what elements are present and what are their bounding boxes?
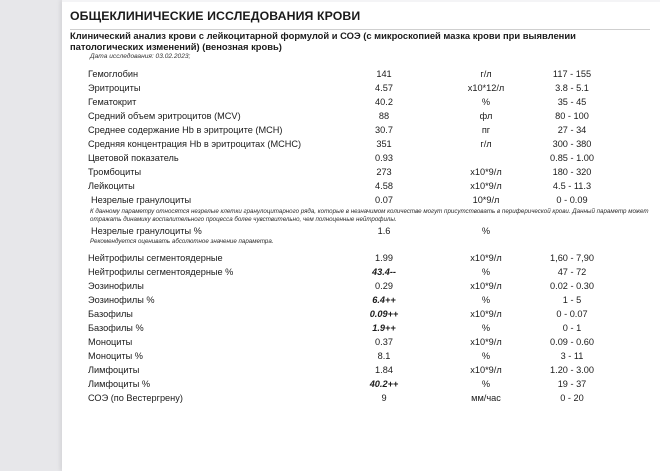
param-reference: 4.5 - 11.3 — [552, 181, 592, 191]
param-unit: % — [481, 267, 491, 277]
param-reference: 1.20 - 3.00 — [550, 365, 594, 375]
result-row — [62, 349, 660, 363]
param-name: Незрелые гранулоциты % — [91, 226, 202, 236]
result-row — [62, 335, 660, 349]
param-value: 88 — [378, 111, 390, 121]
param-name: Лейкоциты — [88, 181, 135, 191]
param-reference: 180 - 320 — [552, 167, 592, 177]
param-reference: 19 - 37 — [557, 379, 587, 389]
param-reference: 3.8 - 5.1 — [555, 83, 589, 93]
param-reference: 300 - 380 — [552, 139, 592, 149]
param-unit: x10*9/л — [470, 181, 502, 191]
param-unit: x10*9/л — [470, 309, 502, 319]
param-value: 40.2 — [375, 97, 393, 107]
param-value: 1.6 — [377, 226, 391, 236]
param-reference: 1,60 - 7,90 — [550, 253, 594, 263]
param-value-flagged: 40.2++ — [369, 379, 399, 389]
param-value: 4.58 — [375, 181, 393, 191]
param-value-flagged: 0.09++ — [369, 309, 399, 319]
study-date: Дата исследования: 03.02.2023; — [90, 53, 191, 60]
report-page — [62, 0, 660, 471]
param-value: 351 — [376, 139, 392, 149]
param-name: Нейтрофилы сегментоядерные — [88, 253, 223, 263]
param-unit: % — [481, 295, 491, 305]
param-value: 4.57 — [375, 83, 393, 93]
param-name: Средний объем эритроцитов (MCV) — [88, 111, 241, 121]
param-name: Базофилы — [88, 309, 133, 319]
param-unit: x10*9/л — [470, 337, 502, 347]
result-row — [62, 165, 660, 179]
result-row — [62, 307, 660, 321]
param-unit: % — [481, 351, 491, 361]
param-unit: % — [481, 379, 491, 389]
param-reference: 0.85 - 1.00 — [550, 153, 594, 163]
section-title: ОБЩЕКЛИНИЧЕСКИЕ ИССЛЕДОВАНИЯ КРОВИ — [70, 9, 650, 30]
param-name: Нейтрофилы сегментоядерные % — [88, 267, 234, 277]
param-unit: % — [481, 323, 491, 333]
param-name: Лимфоциты — [88, 365, 140, 375]
param-name: Цветовой показатель — [88, 153, 179, 163]
result-row — [62, 391, 660, 405]
param-unit: фл — [479, 111, 493, 121]
param-value: 0.07 — [375, 195, 393, 205]
param-reference: 117 - 155 — [552, 69, 592, 79]
param-reference: 0 - 1 — [562, 323, 582, 333]
param-unit: x10*9/л — [470, 281, 502, 291]
param-unit: % — [481, 97, 491, 107]
param-reference: 27 - 34 — [557, 125, 587, 135]
analysis-subtitle: Клинический анализ крови с лейкоцитарной формулой и СОЭ (с микроскопией мазка крови при выявлении патологических изменений) (венозная кровь) — [70, 30, 576, 52]
param-unit: г/л — [480, 69, 492, 79]
param-name: Незрелые гранулоциты — [91, 195, 192, 205]
param-name: Средняя концентрация Hb в эритроцитах (МСНС) — [88, 139, 302, 149]
param-name: Среднее содержание Hb в эритроците (МСН) — [88, 125, 283, 135]
param-value: 0.29 — [375, 281, 393, 291]
param-value: 273 — [376, 167, 392, 177]
param-reference: 0 - 20 — [560, 393, 584, 403]
result-row — [62, 193, 660, 207]
param-name: Лимфоциты % — [88, 379, 151, 389]
param-unit: пг — [481, 125, 491, 135]
result-row — [62, 67, 660, 81]
result-row — [62, 151, 660, 165]
param-value: 0.93 — [375, 153, 393, 163]
param-reference: 0.02 - 0.30 — [550, 281, 594, 291]
param-reference: 80 - 100 — [555, 111, 589, 121]
param-reference: 0 - 0.09 — [556, 195, 588, 205]
page-edge — [62, 0, 660, 2]
result-row — [62, 265, 660, 279]
param-unit: г/л — [480, 139, 492, 149]
param-value-flagged: 1.9++ — [372, 323, 396, 333]
result-row — [62, 95, 660, 109]
result-row — [62, 293, 660, 307]
result-row — [62, 224, 660, 238]
result-row — [62, 81, 660, 95]
param-name: СОЭ (по Вестергрену) — [88, 393, 183, 403]
param-unit: 10*9/л — [472, 195, 500, 205]
param-reference: 1 - 5 — [562, 295, 582, 305]
param-reference: 47 - 72 — [557, 267, 587, 277]
param-reference: 0 - 0.07 — [556, 309, 588, 319]
param-reference: 3 - 11 — [560, 351, 584, 361]
param-value: 1.99 — [375, 253, 393, 263]
param-unit: x10*12/л — [467, 83, 505, 93]
param-value-flagged: 6.4++ — [372, 295, 396, 305]
param-name: Гематокрит — [88, 97, 137, 107]
param-name: Базофилы % — [88, 323, 144, 333]
param-unit: мм/час — [471, 393, 501, 403]
param-unit: x10*9/л — [470, 253, 502, 263]
param-name: Эритроциты — [88, 83, 141, 93]
result-row — [62, 123, 660, 137]
param-name: Гемоглобин — [88, 69, 139, 79]
param-name: Моноциты — [88, 337, 133, 347]
param-name: Эозинофилы % — [88, 295, 155, 305]
result-row — [62, 109, 660, 123]
param-name: Моноциты % — [88, 351, 143, 361]
result-row — [62, 137, 660, 151]
param-value: 9 — [381, 393, 387, 403]
param-name: Тромбоциты — [88, 167, 142, 177]
param-value: 0.37 — [375, 337, 393, 347]
result-row — [62, 251, 660, 265]
result-row — [62, 321, 660, 335]
param-unit: x10*9/л — [470, 365, 502, 375]
param-reference: 35 - 45 — [557, 97, 587, 107]
param-value: 8.1 — [377, 351, 391, 361]
footnote-absolute-value: Рекомендуется оценивать абсолютное значение параметра. — [90, 238, 274, 245]
footnote-immature-granulocytes: К данному параметру относятся незрелые клетки гранулоцитарного ряда, которые в незначимом количестве могут присутствовать в периферической крови. Данный параметр может отражать динамику воспалительного процесса более чувствительно, чем полноценные нейтрофилы. — [90, 208, 649, 223]
param-value-flagged: 43.4-- — [371, 267, 396, 277]
param-reference: 0.09 - 0.60 — [550, 337, 594, 347]
param-value: 1.84 — [375, 365, 393, 375]
param-unit: % — [481, 226, 491, 236]
result-row — [62, 179, 660, 193]
param-value: 30.7 — [375, 125, 393, 135]
param-value: 141 — [376, 69, 392, 79]
result-row — [62, 363, 660, 377]
param-name: Эозинофилы — [88, 281, 144, 291]
result-row — [62, 377, 660, 391]
result-row — [62, 279, 660, 293]
param-unit: x10*9/л — [470, 167, 502, 177]
